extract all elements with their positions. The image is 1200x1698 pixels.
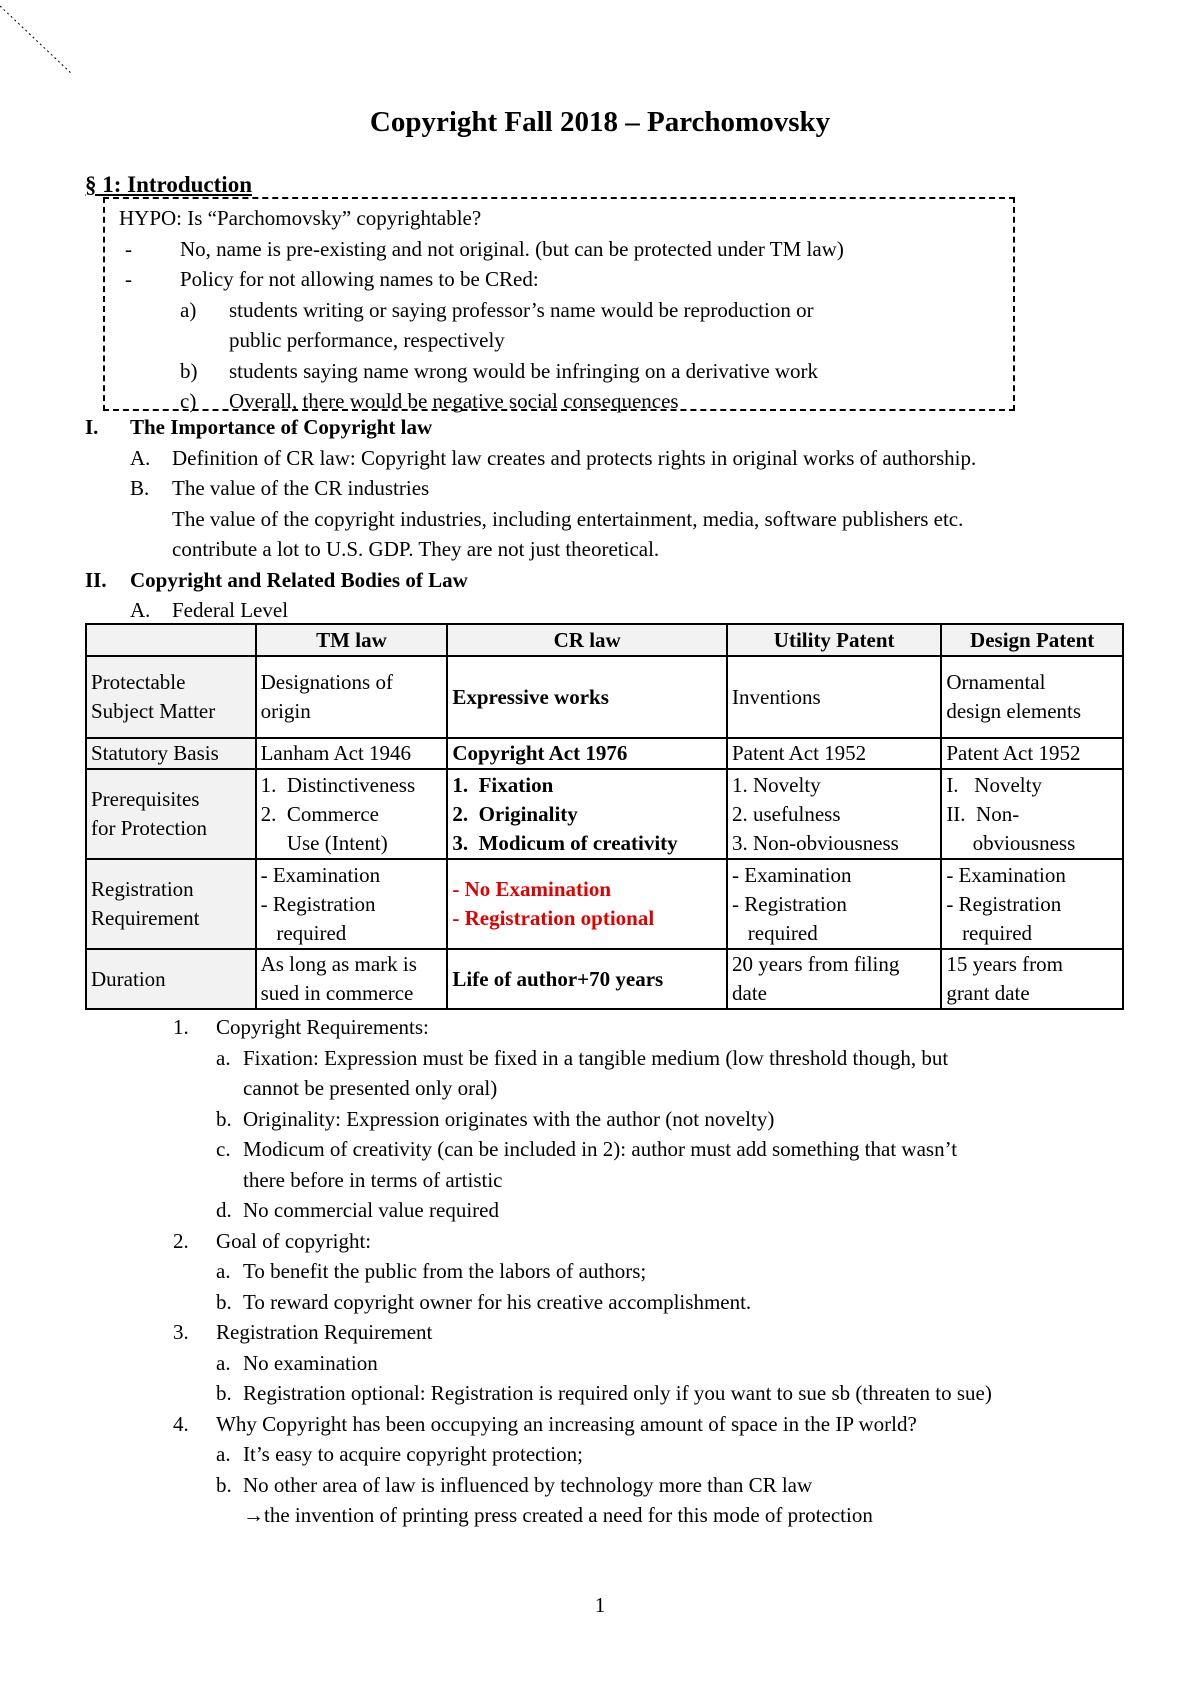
tm-cell: As long as mark is sued in commerce: [256, 949, 448, 1009]
sub-text: cannot be presented only oral): [243, 1076, 498, 1100]
sub-marker: a.: [216, 1045, 231, 1070]
list-marker: 1.: [173, 1015, 189, 1039]
utility-patent-cell: 20 years from filing date: [727, 949, 941, 1009]
list-item: Why Copyright has been occupying an increasing amount of space in the IP world?: [216, 1411, 917, 1436]
table-header: TM law: [256, 624, 448, 656]
sub-marker: c.: [216, 1137, 231, 1161]
hypo-sub-text: students writing or saying professor’s name would be reproduction or: [229, 297, 814, 322]
table-row: [86, 656, 1123, 738]
utility-patent-cell: Patent Act 1952: [727, 738, 941, 769]
hypo-bullet: Policy for not allowing names to be CRed:: [180, 267, 539, 291]
table-header-row: [86, 624, 1123, 656]
design-patent-cell: 15 years from grant date: [941, 949, 1123, 1009]
item-text: contribute a lot to U.S. GDP. They are not just theoretical.: [172, 537, 660, 561]
tm-cell: - Examination - Registration required: [256, 859, 448, 949]
cr-cell: Expressive works: [447, 656, 727, 738]
cr-cell: 1. Fixation 2. Originality 3. Modicum of creativity: [447, 769, 727, 859]
bullet-dash: -: [125, 267, 132, 291]
table-header: Utility Patent: [727, 624, 941, 656]
part-heading: The Importance of Copyright law: [130, 415, 433, 439]
row-label: Duration: [86, 949, 256, 1009]
sub-marker: b.: [216, 1106, 232, 1131]
sub-marker: a.: [216, 1350, 231, 1375]
hypo-sub-text: public performance, respectively: [229, 328, 505, 352]
page-number: 1: [594, 1593, 606, 1617]
sub-marker: a.: [216, 1259, 231, 1283]
utility-patent-cell: - Examination - Registration required: [727, 859, 941, 949]
row-label: Protectable Subject Matter: [86, 656, 256, 738]
sub-text: No other area of law is influenced by technology more than CR law: [243, 1472, 813, 1497]
section-heading: § 1: Introduction: [85, 172, 252, 197]
design-patent-cell: Patent Act 1952: [941, 738, 1123, 769]
item-marker: B.: [130, 476, 150, 500]
item-marker: A.: [130, 445, 151, 470]
list-marker: 3.: [173, 1320, 189, 1344]
table-row: [86, 738, 1123, 769]
sub-text: Registration optional: Registration is required only if you want to sue sb (threaten to sue): [243, 1381, 992, 1405]
utility-patent-cell: Inventions: [727, 656, 941, 738]
part-numeral: I.: [85, 415, 99, 439]
sub-marker: b.: [216, 1289, 232, 1314]
list-item: Copyright Requirements:: [216, 1015, 429, 1039]
utility-patent-cell: 1. Novelty 2. usefulness 3. Non-obviousness: [727, 769, 941, 859]
sub-marker: b.: [216, 1381, 232, 1405]
item-text: The value of the CR industries: [172, 476, 430, 500]
list-marker: 2.: [173, 1228, 189, 1253]
sub-text: Modicum of creativity (can be included in 2): author must add something that wasn’t: [243, 1137, 958, 1161]
sub-text: →the invention of printing press created a need for this mode of protection: [243, 1503, 873, 1527]
sub-text: It’s easy to acquire copyright protection;: [243, 1442, 583, 1466]
tm-cell: 1. Distinctiveness 2. Commerce Use (Intent): [256, 769, 448, 859]
hypo-sub-text: Overall, there would be negative social consequences: [229, 389, 679, 413]
tm-cell: Designations of origin: [256, 656, 448, 738]
table-row: [86, 769, 1123, 859]
hypo-sub-marker: b): [180, 358, 198, 383]
list-marker: 4.: [173, 1411, 189, 1436]
item-text: Federal Level: [172, 597, 289, 622]
row-label: Statutory Basis: [86, 738, 256, 769]
row-label: Registration Requirement: [86, 859, 256, 949]
list-item: Registration Requirement: [216, 1320, 433, 1344]
sub-marker: d.: [216, 1198, 232, 1222]
table-header: [86, 624, 256, 656]
sub-text: there before in terms of artistic: [243, 1167, 503, 1192]
table-header: CR law: [447, 624, 727, 656]
hypo-bullet: No, name is pre-existing and not original. (but can be protected under TM law): [180, 236, 844, 261]
table-header: Design Patent: [941, 624, 1123, 656]
design-patent-cell: Ornamental design elements: [941, 656, 1123, 738]
design-patent-cell: I. Novelty II. Non- obviousness: [941, 769, 1123, 859]
part-numeral: II.: [85, 568, 107, 592]
bullet-dash: -: [125, 236, 132, 261]
sub-text: To benefit the public from the labors of authors;: [243, 1259, 647, 1283]
item-marker: A.: [130, 597, 151, 622]
sub-marker: a.: [216, 1442, 231, 1466]
table-row: [86, 859, 1123, 949]
hypo-question: HYPO: Is “Parchomovsky” copyrightable?: [119, 206, 482, 230]
sub-marker: b.: [216, 1472, 232, 1497]
table-row: [86, 949, 1123, 1009]
sub-text: Fixation: Expression must be fixed in a tangible medium (low threshold though, but: [243, 1045, 949, 1070]
tm-cell: Lanham Act 1946: [256, 738, 448, 769]
item-text: Definition of CR law: Copyright law creates and protects rights in original works of authorship.: [172, 445, 977, 470]
item-text: The value of the copyright industries, including entertainment, media, software publishers etc.: [172, 506, 964, 531]
part-heading: Copyright and Related Bodies of Law: [130, 568, 468, 592]
hypo-box: [103, 197, 1015, 411]
sub-text: No examination: [243, 1350, 378, 1375]
list-item: Goal of copyright:: [216, 1228, 372, 1253]
row-label: Prerequisites for Protection: [86, 769, 256, 859]
page-corner-fold-mark: [0, 0, 80, 80]
hypo-sub-marker: c): [180, 389, 197, 413]
ip-law-comparison-table: [85, 623, 1124, 1010]
red-note: - Registration optional: [452, 906, 655, 930]
cr-cell: Copyright Act 1976: [447, 738, 727, 769]
hypo-sub-text: students saying name wrong would be infringing on a derivative work: [229, 358, 819, 383]
sub-text: No commercial value required: [243, 1198, 499, 1222]
document-title: Copyright Fall 2018 – Parchomovsky: [369, 106, 831, 138]
sub-text: Originality: Expression originates with the author (not novelty): [243, 1106, 775, 1131]
red-note: - No Examination: [452, 877, 612, 901]
design-patent-cell: - Examination - Registration required: [941, 859, 1123, 949]
cr-cell: [447, 859, 727, 949]
hypo-sub-marker: a): [180, 297, 197, 322]
cr-cell: Life of author+70 years: [447, 949, 727, 1009]
sub-text: To reward copyright owner for his creative accomplishment.: [243, 1289, 752, 1314]
